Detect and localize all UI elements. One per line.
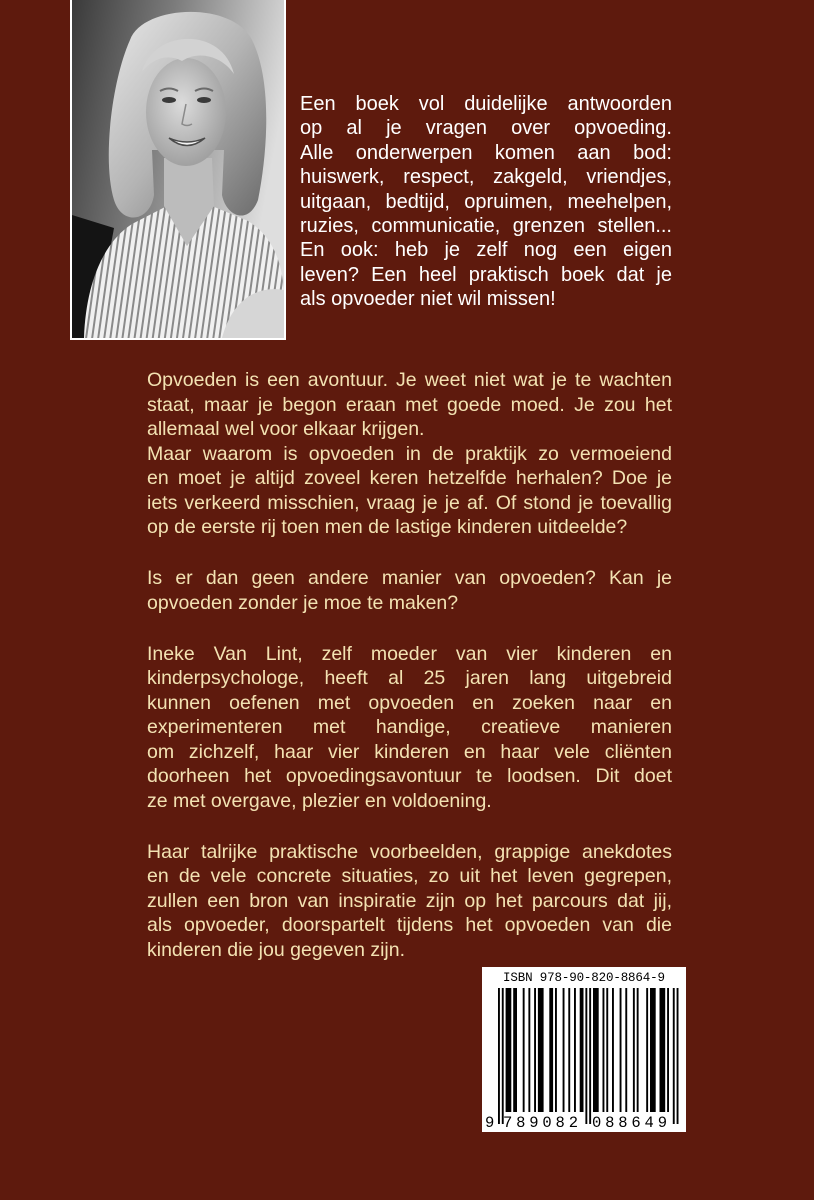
photo-face — [146, 58, 226, 166]
description-line: allemaal wel voor elkaar krijgen. — [147, 418, 425, 440]
barcode-left-digits: 789082 — [503, 1114, 578, 1132]
description-line: Haar talrijke praktische voorbeelden, grappige anekdotes — [147, 840, 672, 863]
description-text — [147, 368, 672, 962]
barcode-guard-bar — [498, 988, 500, 1124]
barcode-right-digits: 088649 — [592, 1114, 667, 1132]
barcode-bar — [667, 988, 669, 1112]
barcode-bar — [593, 988, 599, 1112]
barcode-bar — [528, 988, 530, 1112]
barcode-isbn-label: ISBN 978-90-820-8864-9 — [503, 971, 665, 985]
description-line: opvoeden zonder je moe te maken? — [147, 591, 459, 614]
description-line: Maar waarom is opvoeden in de praktijk zo vermoeiend — [147, 442, 672, 465]
barcode-bar — [620, 988, 622, 1112]
barcode-bar — [646, 988, 648, 1112]
barcode-guard-bar — [502, 988, 504, 1124]
barcode-first-digit: 9 — [485, 1114, 495, 1132]
intro-line: Alle onderwerpen komen aan bod: — [300, 141, 672, 164]
barcode-bar — [574, 988, 576, 1112]
description-line: iets verkeerd misschien, vraag je je af. Of stond je toevallig — [147, 491, 672, 514]
description-paragraph — [147, 566, 672, 615]
description-line: staat, maar je begon eraan met goede moed. Je zou het — [147, 393, 672, 416]
barcode-guard-bar — [589, 988, 591, 1124]
barcode-bar — [603, 988, 605, 1112]
barcode-bar — [606, 988, 608, 1112]
barcode-bar — [660, 988, 666, 1112]
barcode-graphic — [482, 967, 686, 1132]
author-portrait-image — [72, 0, 284, 338]
description-line: als opvoeder, doorspartelt tijdens het opvoeden van die — [147, 914, 672, 936]
barcode-bar — [637, 988, 639, 1112]
description-paragraph — [147, 840, 672, 963]
photo-eye-right — [197, 97, 211, 103]
intro-blurb — [300, 92, 672, 312]
intro-line: op al je vragen over opvoeding. — [300, 117, 672, 140]
description-line: ze met overgave, plezier en voldoening. — [147, 789, 492, 812]
barcode-bar — [563, 988, 565, 1112]
intro-line: ruzies, communicatie, grenzen stellen... — [300, 215, 672, 238]
barcode-guard-bar — [585, 988, 587, 1124]
barcode-bar — [612, 988, 614, 1112]
barcode-bar — [555, 988, 557, 1112]
description-section — [147, 840, 672, 963]
description-line: kinderpsychologe, heeft al 25 jaren lang uitgebreid — [147, 667, 672, 689]
barcode-bar — [513, 988, 517, 1112]
description-paragraph — [147, 442, 672, 540]
barcode-bar — [534, 988, 536, 1112]
isbn-barcode — [482, 967, 686, 1132]
barcode-bar — [633, 988, 635, 1112]
description-paragraph — [147, 642, 672, 814]
barcode-bar — [625, 988, 627, 1112]
barcode-bars — [498, 988, 679, 1124]
description-section — [147, 566, 672, 615]
description-line: kunnen oefenen met opvoeden en zoeken naar en — [147, 691, 672, 714]
barcode-bar — [538, 988, 544, 1112]
barcode-bar — [650, 988, 656, 1112]
description-line: kinderen die jou gegeven zijn. — [147, 938, 406, 961]
intro-line: leven? Een heel praktisch boek dat je — [300, 263, 672, 286]
intro-line: En ook: heb je zelf nog een eigen — [300, 239, 672, 262]
description-line: en de vele concrete situaties, zo uit het leven gegrepen, — [147, 865, 672, 887]
intro-line: Een boek vol duidelijke antwoorden — [300, 93, 672, 115]
description-line: doorheen het opvoedingsavontuur te loodsen. Dit doet — [147, 765, 672, 787]
description-line: Ineke Van Lint, zelf moeder van vier kinderen en — [147, 642, 672, 665]
description-line: Opvoeden is een avontuur. Je weet niet wat je te wachten — [147, 369, 672, 391]
barcode-bar — [523, 988, 525, 1112]
description-line: zullen een bron van inspiratie zijn op het parcours dat jij, — [147, 889, 672, 912]
barcode-bar — [580, 988, 584, 1112]
description-line: om zichzelf, haar vier kinderen en haar vele cliënten — [147, 740, 672, 763]
description-paragraph — [147, 368, 672, 442]
description-section — [147, 642, 672, 814]
intro-line: als opvoeder niet wil missen! — [300, 288, 556, 311]
description-line: op de eerste rij toen men de lastige kinderen uitdeelde? — [147, 516, 628, 538]
barcode-guard-bar — [673, 988, 675, 1124]
barcode-guard-bar — [677, 988, 679, 1124]
description-line: experimenteren met handige, creatieve manieren — [147, 716, 672, 738]
photo-eye-left — [162, 97, 176, 103]
intro-line: uitgaan, bedtijd, opruimen, meehelpen, — [300, 190, 672, 213]
barcode-bar — [568, 988, 570, 1112]
description-line: Is er dan geen andere manier van opvoeden? Kan je — [147, 567, 672, 589]
barcode-bar — [506, 988, 512, 1112]
description-section — [147, 368, 672, 540]
author-photo — [70, 0, 286, 340]
barcode-bar — [549, 988, 553, 1112]
intro-line: huiswerk, respect, zakgeld, vriendjes, — [300, 166, 672, 189]
description-line: en moet je altijd zoveel keren hetzelfde herhalen? Doe je — [147, 467, 672, 489]
